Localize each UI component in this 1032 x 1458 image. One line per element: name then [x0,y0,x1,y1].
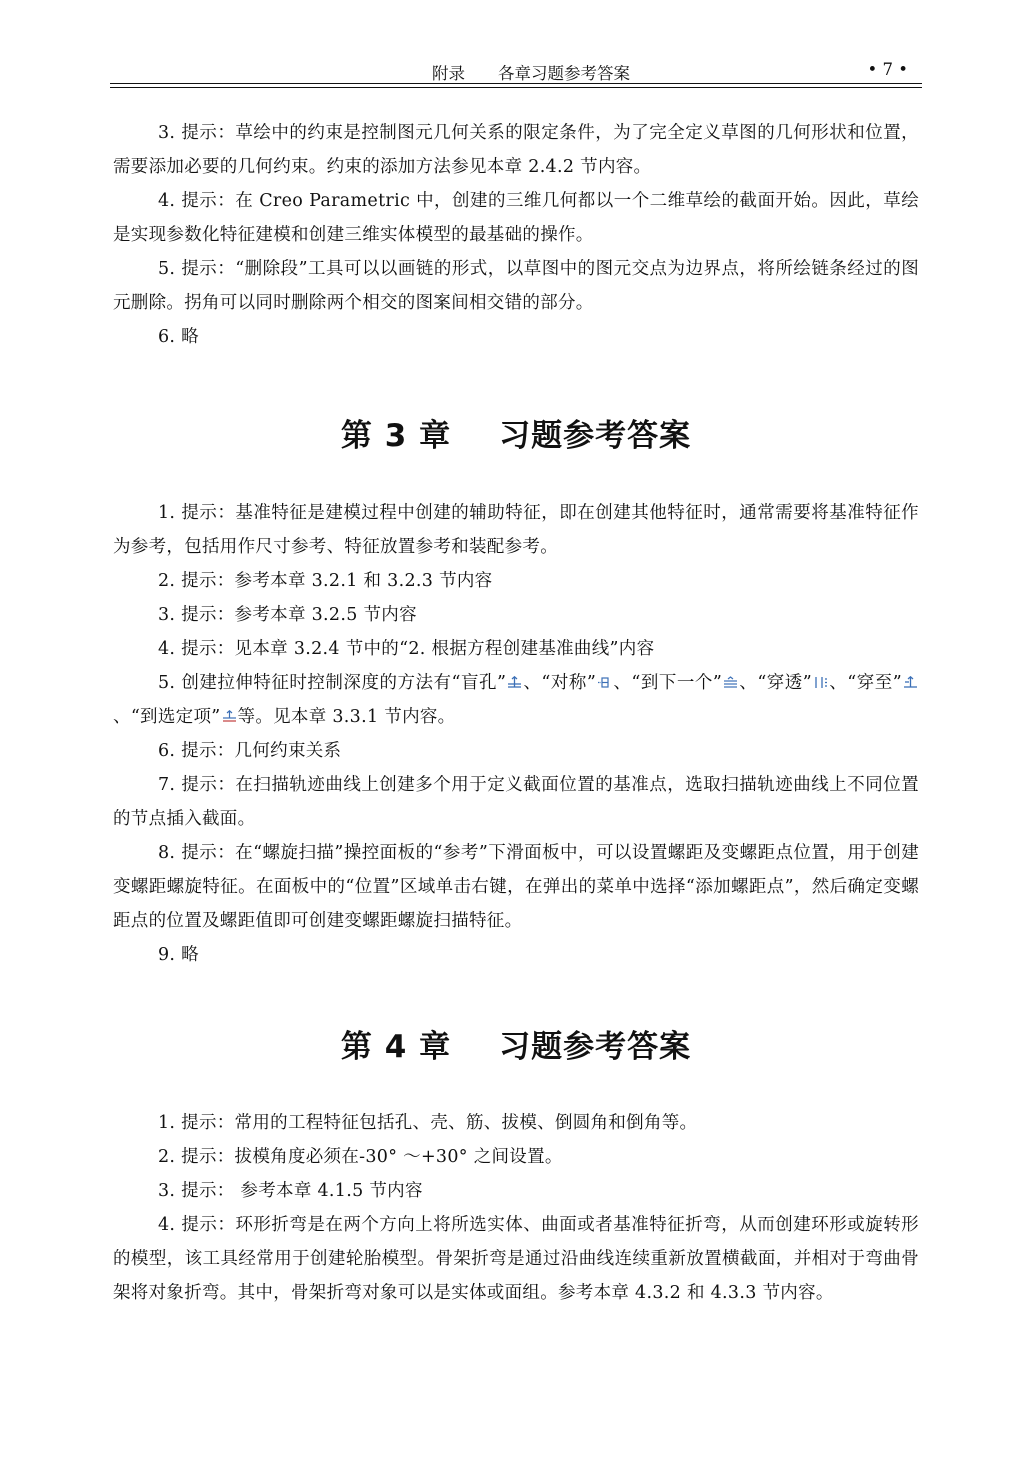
answer-item: 4. 提示：见本章 3.2.4 节中的“2. 根据方程创建基准曲线”内容 [158,639,655,659]
chapter4-heading [0,1021,1032,1066]
answer-item: 2. 提示：拔模角度必须在-30° ～+30° 之间设置。 [158,1147,563,1167]
answer-item: 1. 提示：常用的工程特征包括孔、壳、筋、拔模、倒圆角和倒角等。 [158,1113,698,1133]
chapter4-answers [113,1106,919,1310]
answer-item: 3. 提示： 参考本章 4.1.5 节内容 [158,1181,423,1201]
chapter3-heading [0,410,1032,455]
chapter3-answers [113,496,919,972]
page-number: • 7 • [867,60,908,79]
blind-depth-icon [507,676,522,689]
through-all-depth-icon [813,676,828,689]
answer-item: 8. 提示：在“螺旋扫描”操控面板的“参考”下滑面板中，可以设置螺距及变螺距点位置，用于创建变螺距螺旋特征。在面板中的“位置”区域单击右键，在弹出的菜单中选择“添加螺距点”，然后确定变螺距点的位置及螺距值即可创建变螺距螺旋扫描特征。 [113,843,919,931]
item5-through-all-label: “穿透” [757,673,813,693]
item5-symmetric-label: “对称” [541,673,597,693]
answer-item: 7. 提示：在扫描轨迹曲线上创建多个用于定义截面位置的基准点，选取扫描轨迹曲线上不同位置的节点插入截面。 [113,775,919,829]
answer-item: 4. 提示：环形折弯是在两个方向上将所选实体、曲面或者基准特征折弯，从而创建环形或旋转形的模型，该工具经常用于创建轮胎模型。骨架折弯是通过沿曲线连续重新放置横截面，并相对于弯曲骨架将对象折弯。其中，骨架折弯对象可以是实体或面组。参考本章 4.3.2 和 4.3.3 节内容。 [113,1215,919,1303]
answer-item: 9. 略 [158,945,199,965]
answer-item: 6. 提示：几何约束关系 [158,741,342,761]
answer-item-5: 5. 创建拉伸特征时控制深度的方法有“盲孔” 、“对称” 、“到下一个” 、“穿透” 、“穿至” 、“到选定项” 等。见本章 3.3.1 节内容。 [113,666,919,734]
to-selected-depth-icon [222,710,237,723]
answer-item: 6. 略 [158,327,199,347]
header-title: 附录 各章习题参考答案 [432,64,630,83]
chapter2-answers-tail [113,116,919,354]
answer-item: 4. 提示：在 Creo Parametric 中，创建的三维几何都以一个二维草绘的截面开始。因此，草绘是实现参数化特征建模和创建三维实体模型的最基础的操作。 [113,191,919,245]
header-rule-thick [110,83,922,84]
page-header [110,58,922,84]
answer-item: 5. 提示：“删除段”工具可以以画链的形式，以草图中的图元交点为边界点，将所绘链条经过的图元删除。拐角可以同时删除两个相交的图案间相交错的部分。 [113,259,919,313]
item5-to-next-label: “到下一个” [631,673,723,693]
item5-lead: 5. 创建拉伸特征时控制深度的方法有 [158,673,452,693]
chapter3-title: 习题参考答案 [499,418,692,454]
answer-item: 3. 提示：参考本章 3.2.5 节内容 [158,605,417,625]
item5-blind-label: “盲孔” [451,673,507,693]
to-next-depth-icon [723,676,738,689]
header-rule-thin [110,87,922,88]
symmetric-depth-icon [597,676,612,689]
through-until-depth-icon [903,676,918,689]
chapter4-number: 第 4 章 [340,1029,452,1065]
answer-item: 1. 提示：基准特征是建模过程中创建的辅助特征，即在创建其他特征时，通常需要将基准特征作为参考，包括用作尺寸参考、特征放置参考和装配参考。 [113,503,919,557]
answer-item: 3. 提示：草绘中的约束是控制图元几何关系的限定条件，为了完全定义草图的几何形状和位置，需要添加必要的几何约束。约束的添加方法参见本章 2.4.2 节内容。 [113,123,919,177]
item5-through-until-label: “穿至” [847,673,902,693]
chapter4-title: 习题参考答案 [499,1029,692,1065]
answer-item: 2. 提示：参考本章 3.2.1 和 3.2.3 节内容 [158,571,493,591]
item5-to-selected-label: “到选定项” [130,707,221,727]
item5-tail: 等。见本章 3.3.1 节内容。 [237,707,456,727]
chapter3-number: 第 3 章 [340,418,452,454]
